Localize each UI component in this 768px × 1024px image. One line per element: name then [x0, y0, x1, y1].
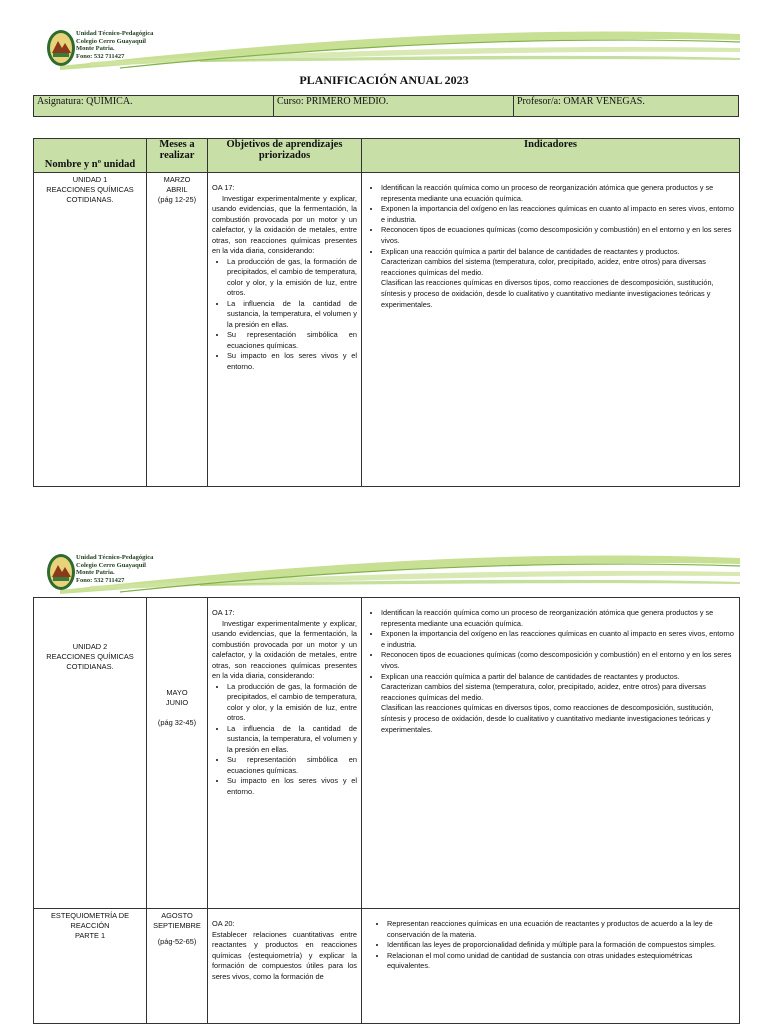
oa-bullet: • Su impacto en los seres vivos y el entorno. [227, 351, 357, 372]
indicator-item: • Representan reacciones químicas en una ecuación de reactantes y productos de acuerdo a la ley de conservación de la materia. [387, 919, 735, 940]
unit-line: COTIDIANAS. [66, 662, 114, 671]
indicator-item: • Reconocen tipos de ecuaciones químicas (como descomposición y combustión) en el entorno y en los seres vivos. [381, 650, 735, 671]
indicator-item: • Explican una reacción química a partir del balance de cantidades de reactantes y productos. [381, 247, 735, 258]
indicator-list [366, 919, 735, 972]
unit-line: ESTEQUIOMETRÍA DE [50, 911, 130, 920]
unit-line: REACCIÓN [70, 921, 110, 930]
oa-text: Investigar experimentalmente y explicar, usando evidencias, que la fermentación, la combustión provocada por un motor y un calefactor, y la oxidación de metales, entre otras, son reacciones químicas presentes en la vida diaria, considerando: [212, 618, 357, 680]
month-line: (pág-52-65) [157, 937, 197, 946]
oa-bullet: • La influencia de la cantidad de sustancia, la temperatura, el volumen y la presión en ellas. [227, 724, 357, 756]
indicators-cell [362, 173, 740, 487]
oa-bullet: • Su representación simbólica en ecuaciones químicas. [227, 755, 357, 776]
indicator-item: • Identifican las leyes de proporcionalidad definida y múltiple para la formación de compuestos simples. [387, 940, 735, 951]
month-line: SEPTIEMBRE [153, 921, 201, 930]
oa-bullet: • Su impacto en los seres vivos y el entorno. [227, 776, 357, 797]
month-line: MARZO [163, 175, 191, 184]
school-line: Colegio Cerro Guayaquil [76, 37, 146, 45]
indicator-text: Caracterizan cambios del sistema (temperatura, color, precipitado, acidez, entre otros) para diversas reacciones químicas del medio. [381, 257, 706, 277]
unit-line: UNIDAD 1 [72, 175, 108, 184]
school-info [76, 554, 153, 584]
oa-bullet: • La producción de gas, la formación de precipitados, el cambio de temperatura, color y olor, y la emisión de luz, entre otros. [227, 257, 357, 299]
page-title: PLANIFICACIÓN ANUAL 2023 [299, 73, 469, 87]
subject-cell: Asignatura: QUÍMICA. [34, 96, 274, 117]
unit-line: UNIDAD 2 [72, 642, 108, 651]
unit-cell [34, 173, 147, 487]
table-row [34, 598, 740, 909]
school-logo [46, 29, 76, 67]
indicator-item: • Exponen la importancia del oxígeno en las reacciones químicas en cuanto al impacto en seres vivos, entorno e industria. [381, 629, 735, 650]
months-cell [147, 909, 208, 1024]
school-info [76, 30, 153, 60]
indicator-item: • Identifican la reacción química como un proceso de reorganización atómica que genera productos y se representa mediante una ecuación química. [381, 608, 735, 629]
months-cell [147, 598, 208, 909]
oa-bullet-list [212, 257, 357, 373]
indicator-text: Caracterizan cambios del sistema (temperatura, color, precipitado, acidez, entre otros) para diversas reacciones químicas del medio. [381, 682, 706, 702]
unit-cell [34, 598, 147, 909]
course-cell: Curso: PRIMERO MEDIO. [274, 96, 514, 117]
indicators-cell [362, 909, 740, 1024]
oa-bullet: • Su representación simbólica en ecuaciones químicas. [227, 330, 357, 351]
oa-bullet: • La producción de gas, la formación de precipitados, el cambio de temperatura, color y olor, y la emisión de luz, entre otros. [227, 682, 357, 724]
col-header-objectives: Objetivos de aprendizajes priorizados [208, 139, 362, 173]
month-line: AGOSTO [161, 911, 193, 920]
month-line: MAYO [166, 688, 188, 697]
col-header-indicators: Indicadores [362, 139, 740, 173]
oa-code: OA 20: [212, 919, 235, 928]
indicator-text: Clasifican las reacciones químicas en diversos tipos, como reacciones de descomposición, sustitución, síntesis y proceso de oxidación, desde lo cualitativo y cuantitativo mediante investigaciones teóricas y experimentales. [381, 703, 714, 734]
school-line: Unidad Técnico-Pedagógica [76, 554, 154, 561]
month-line: (pág 12-25) [157, 195, 197, 204]
indicator-item: • Identifican la reacción química como un proceso de reorganización atómica que genera productos y se representa mediante una ecuación química. [381, 183, 735, 204]
objective-cell [208, 909, 362, 1024]
objective-cell [208, 598, 362, 909]
indicator-item: • Explican una reacción química a partir del balance de cantidades de reactantes y productos. [381, 672, 735, 683]
table-row [34, 909, 740, 1024]
indicator-list [366, 183, 735, 257]
unit-line: REACCIONES QUÍMICAS [46, 652, 134, 661]
oa-bullet-list [212, 682, 357, 798]
oa-text: Establecer relaciones cuantitativas entre reactantes y productos en reacciones químicas (estequiometría) y explicar la formación de compuestos útiles para los seres vivos, como la formación de [212, 929, 357, 981]
course-info-table [33, 95, 739, 117]
oa-code: OA 17: [212, 608, 235, 617]
indicator-item: • Reconocen tipos de ecuaciones químicas (como descomposición y combustión) en el entorno y en los seres vivos. [381, 225, 735, 246]
table-header-row [34, 139, 740, 173]
unit-cell [34, 909, 147, 1024]
unit-line: COTIDIANAS. [66, 195, 114, 204]
col-header-months: Meses a realizar [147, 139, 208, 173]
school-header [0, 26, 768, 76]
oa-text: Investigar experimentalmente y explicar, usando evidencias, que la fermentación, la combustión provocada por un motor y un calefactor, y la oxidación de metales, entre otras, son reacciones químicas presentes en la vida diaria, considerando: [212, 193, 357, 255]
school-line: Fono: 532 711427 [76, 576, 125, 584]
school-line: Unidad Técnico-Pedagógica [76, 30, 154, 37]
months-cell [147, 173, 208, 487]
school-line: Fono: 532 711427 [76, 52, 125, 60]
month-line: JUNIO [165, 698, 189, 707]
plan-table [33, 597, 740, 1024]
school-header [0, 550, 768, 600]
month-line: (pág 32-45) [157, 718, 197, 727]
col-header-unit: Nombre y nº unidad [34, 139, 147, 173]
school-line: Monte Patria. [76, 45, 115, 52]
plan-table [33, 138, 740, 487]
teacher-cell: Profesor/a: OMAR VENEGAS. [514, 96, 739, 117]
indicator-item: • Relacionan el mol como unidad de cantidad de sustancia con otras unidades estequiométricas equivalentes. [387, 951, 735, 972]
indicator-item: • Exponen la importancia del oxígeno en las reacciones químicas en cuanto al impacto en seres vivos, entorno e industria. [381, 204, 735, 225]
unit-line: REACCIONES QUÍMICAS [46, 185, 134, 194]
oa-code: OA 17: [212, 183, 235, 192]
indicators-cell [362, 598, 740, 909]
school-line: Colegio Cerro Guayaquil [76, 561, 146, 569]
objective-cell [208, 173, 362, 487]
indicator-list [366, 608, 735, 682]
school-logo [46, 553, 76, 591]
oa-bullet: • La influencia de la cantidad de sustancia, la temperatura, el volumen y la presión en ellas. [227, 299, 357, 331]
table-row [34, 173, 740, 487]
indicator-text: Clasifican las reacciones químicas en diversos tipos, como reacciones de descomposición, sustitución, síntesis y proceso de oxidación, desde lo cualitativo y cuantitativo mediante investigaciones teóricas y experimentales. [381, 278, 714, 309]
school-line: Monte Patria. [76, 569, 115, 576]
unit-line: PARTE 1 [74, 931, 106, 940]
month-line: ABRIL [166, 185, 188, 194]
